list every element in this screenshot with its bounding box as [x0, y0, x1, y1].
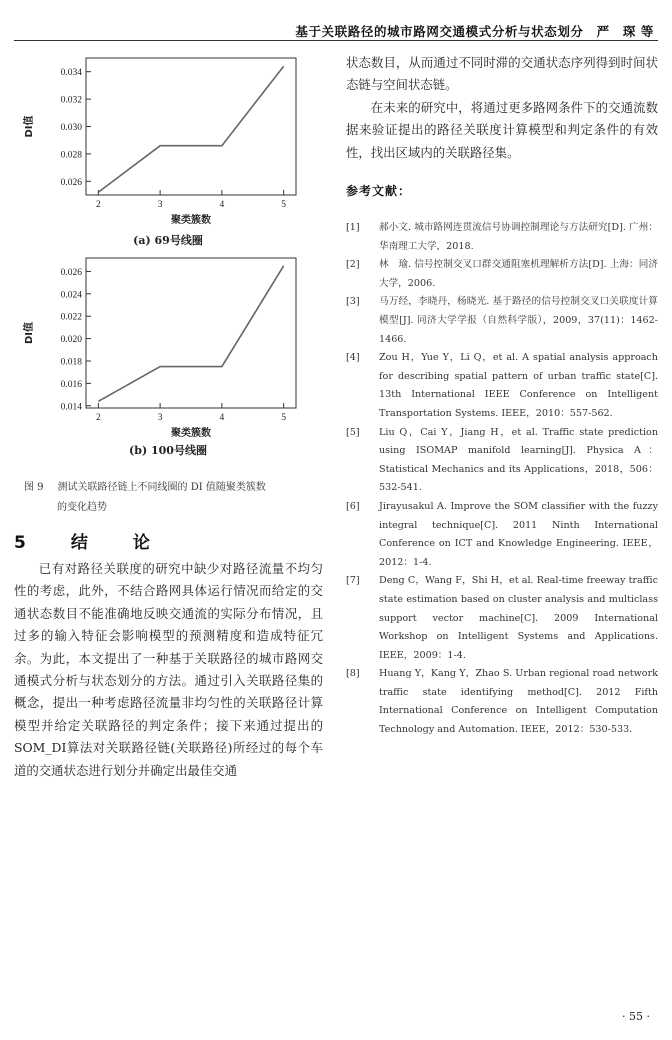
reference-text: Huang Y，Kang Y，Zhao S. Urban regional road network traffic state identifying method[C]. 2012 Fifth International Conference on Intelligent Computation Technology and Automation. IEEE，2012：530-533.	[379, 668, 658, 736]
y-axis-label: DI值	[24, 115, 35, 138]
x-tick-label: 5	[281, 413, 287, 423]
x-tick-label: 5	[281, 200, 287, 210]
reference-number: [2]	[346, 259, 360, 271]
chart-69	[12, 52, 312, 232]
right-column	[346, 52, 658, 740]
reference-text: 郝小文. 城市路网连贯流信号协调控制理论与方法研究[D]. 广州：华南理工大学，2018.	[379, 222, 658, 252]
page-number: · 55 ·	[622, 1010, 650, 1023]
y-tick-label: 0.016	[60, 379, 82, 390]
y-tick-label: 0.018	[60, 357, 82, 368]
y-tick-label: 0.032	[60, 95, 82, 106]
section-heading: 5 结 论	[14, 533, 164, 553]
reference-text: Jirayusakul A. Improve the SOM classifier with the fuzzy integral technique[C]. 2011 Ninth International Conference on ICT and Knowledge Engineering. IEEE，2012：1-4.	[379, 500, 658, 568]
y-tick-label: 0.034	[60, 68, 82, 79]
x-tick-label: 3	[157, 200, 163, 210]
left-column	[12, 52, 324, 458]
y-tick-label: 0.028	[60, 150, 82, 161]
reference-item	[346, 256, 658, 293]
chart-69-caption: (a) 69号线圈	[133, 234, 203, 247]
conclusion-continuation: 状态数目，从而通过不同时滞的交通状态序列得到时间状态链与空间状态链。	[346, 55, 658, 93]
x-tick-label: 4	[219, 413, 225, 423]
chart-100	[12, 252, 312, 442]
reference-text: 马万经，李晓丹，杨晓光. 基于路径的信号控制交叉口关联度计算模型[J]. 同济大学学报（自然科学版），2009，37(11)：1462-1466.	[379, 296, 658, 345]
future-work-paragraph: 在未来的研究中，将通过更多路网条件下的交通流数据来验证提出的路径关联度计算模型和判定条件的有效性，找出区域内的关联路径集。	[346, 99, 658, 160]
x-axis-label: 聚类簇数	[171, 215, 211, 226]
y-tick-label: 0.022	[60, 312, 82, 323]
x-tick-label: 2	[95, 413, 101, 423]
y-tick-label: 0.014	[60, 402, 82, 413]
reference-item	[346, 424, 658, 498]
reference-number: [4]	[346, 352, 360, 364]
figure-caption-line1: 测试关联路径链上不同线圈的 DI 值随聚类簇数	[57, 482, 266, 493]
plot-frame	[86, 58, 296, 195]
reference-number: [1]	[346, 222, 360, 234]
reference-text: 林 瑜. 信号控制交叉口群交通阻塞机理解析方法[D]. 上海：同济大学，2006.	[379, 259, 658, 289]
reference-number: [8]	[346, 668, 360, 680]
chart-100-caption: (b) 100号线圈	[129, 444, 207, 457]
reference-item	[346, 498, 658, 572]
di-series-line	[98, 66, 283, 192]
running-header	[0, 0, 672, 40]
figure-caption-line2: 的变化趋势	[57, 502, 107, 513]
y-tick-label: 0.030	[60, 123, 82, 133]
reference-text: Deng C，Wang F，Shi H，et al. Real-time freeway traffic state estimation based on cluster analysis and multiclass support vector machine[C]. 2009 International Workshop on Intelligent Systems and Applications. IEEE，2009：1-4.	[379, 575, 658, 661]
conclusion-paragraph: 已有对路径关联度的研究中缺少对路径流量不均匀性的考虑，此外，不结合路网具体运行情况而给定的交通状态数目不能准确地反映交通流的实际分布情况，且过多的输入特征会影响模型的预测精度和造成特征冗余。为此，本文提出了一种基于关联路径的城市路网交通模式分析与状态划分的方法。通过引入关联路径集的概念，提出一种考虑路径流量非均匀性的关联路径计算模型并给定关联路径的判定条件；接下来通过提出的SOM_DI算法对关联路径链(关联路径)所经过的每个车道的交通状态进行划分并确定出最佳交通	[14, 561, 323, 778]
figure-caption	[24, 478, 324, 518]
figure-number: 图 9	[24, 482, 44, 493]
x-tick-label: 4	[219, 200, 225, 210]
reference-item	[346, 665, 658, 739]
di-series-line	[98, 266, 283, 401]
plot-frame	[86, 258, 296, 408]
y-tick-label: 0.026	[60, 177, 82, 188]
reference-item	[346, 219, 658, 256]
reference-text: Liu Q，Cai Y，Jiang H，et al. Traffic state prediction using ISOMAP manifold learning[J]. Physica A：Statistical Mechanics and its Applications，2018，506：532-541.	[379, 426, 658, 494]
reference-item	[346, 293, 658, 349]
reference-number: [6]	[346, 500, 360, 512]
y-tick-label: 0.024	[60, 290, 82, 301]
x-axis-label: 聚类簇数	[171, 428, 211, 439]
reference-text: Zou H，Yue Y，Li Q，et al. A spatial analysis approach for describing spatial pattern of urban traffic state[C]. 13th International IEEE Conference on Intelligent Transportation Systems. IEEE，2010：557-562.	[379, 352, 658, 419]
header-rule	[14, 40, 658, 41]
reference-number: [3]	[346, 296, 360, 308]
reference-list	[346, 219, 658, 740]
reference-number: [7]	[346, 575, 360, 587]
running-title: 基于关联路径的城市路网交通模式分析与状态划分 严 琛 等	[295, 24, 654, 39]
x-tick-label: 2	[95, 200, 101, 210]
y-tick-label: 0.020	[60, 335, 82, 346]
y-axis-label: DI值	[24, 321, 35, 345]
references-title: 参考文献：	[346, 184, 412, 199]
reference-item	[346, 349, 658, 423]
x-tick-label: 3	[157, 413, 163, 423]
reference-number: [5]	[346, 426, 360, 438]
conclusion-body	[14, 558, 323, 782]
y-tick-label: 0.026	[60, 267, 82, 278]
reference-item	[346, 572, 658, 665]
